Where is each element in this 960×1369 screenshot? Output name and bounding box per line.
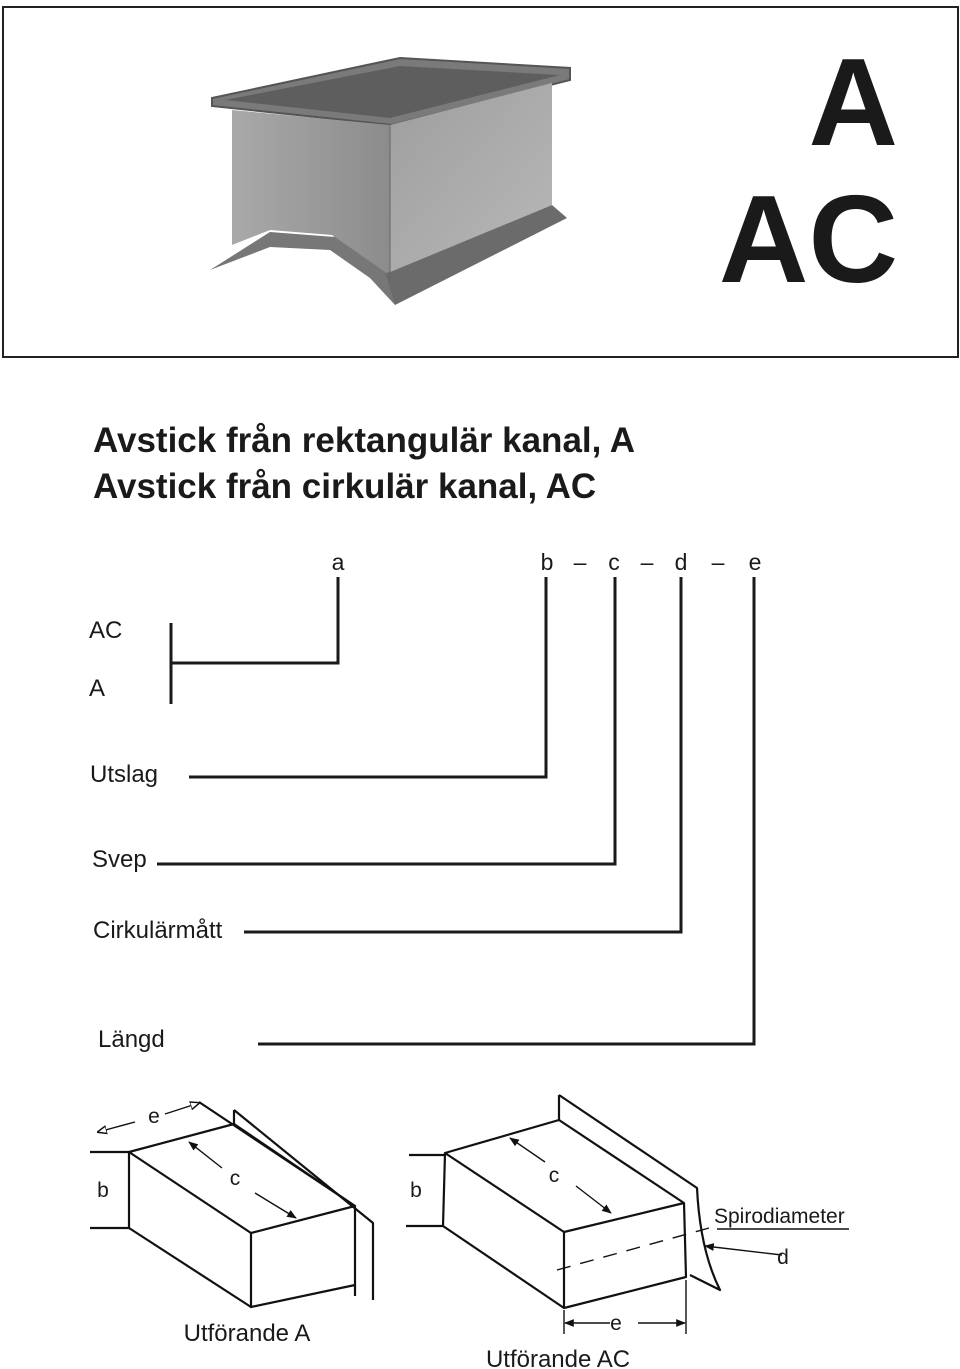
dim-label-c: c (548, 1164, 560, 1187)
product-code-a: A (808, 34, 898, 172)
field-label-utslag: Utslag (90, 761, 159, 788)
product-code-ac: AC (718, 171, 898, 309)
dim-label-d: d (777, 1246, 789, 1269)
field-label-svep: Svep (92, 846, 147, 873)
field-label-langd: Längd (98, 1026, 165, 1053)
code-letter-a: a (331, 549, 345, 575)
diagram-utforande-a (90, 1102, 373, 1347)
dim-label-e: e (148, 1105, 160, 1128)
code-letter-d: d (674, 549, 688, 575)
caption-utforande-ac: Utförande AC (485, 1346, 631, 1369)
dim-label-c: c (229, 1167, 241, 1190)
code-separator: – (711, 549, 725, 575)
field-label-cirkularmatt: Cirkulärmått (93, 917, 223, 944)
code-letter-c: c (608, 549, 620, 575)
caption-utforande-a: Utförande A (183, 1320, 311, 1347)
dim-label-b: b (410, 1179, 422, 1202)
code-letter-b: b (540, 549, 554, 575)
code-separator: – (640, 549, 654, 575)
title-line-1: Avstick från rektangulär kanal, A (93, 421, 636, 460)
variant-ac: AC (89, 617, 123, 644)
order-code (89, 549, 761, 1053)
leader-b (189, 577, 546, 777)
dim-label-e: e (610, 1312, 622, 1335)
variant-a: A (89, 675, 106, 702)
leader-a (172, 577, 338, 663)
diagram-utforande-ac (406, 1095, 849, 1369)
dim-label-b: b (97, 1179, 109, 1202)
spirodiameter-label: Spirodiameter (714, 1205, 845, 1228)
product-photo (210, 58, 570, 305)
code-separator: – (573, 549, 587, 575)
code-letter-e: e (748, 549, 762, 575)
title-line-2: Avstick från cirkulär kanal, AC (93, 467, 597, 506)
